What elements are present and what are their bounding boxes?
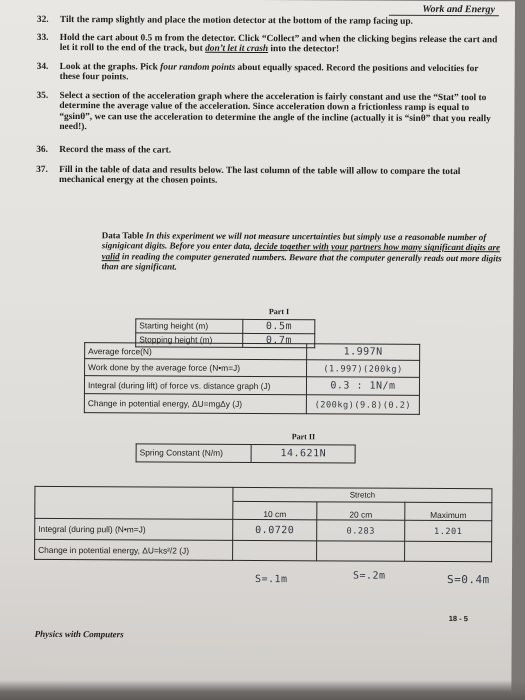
row-label: Integral (during lift) of force vs. distance graph (J)	[84, 376, 306, 395]
data-table-note: Data Table In this experiment we will not measure uncertainties but simply use a reasonable number of signigicant digits. Before you enter data, decide together with your partners how many significant digits are valid in reading the computer generated numbers. Beware that the computer generally reads out more digits than are significant.	[101, 230, 502, 272]
page-number: 18 - 5	[448, 614, 468, 624]
handwritten-value: 14.621N	[280, 447, 327, 459]
emphasis-text: four random points	[160, 62, 236, 73]
table-row	[35, 539, 492, 561]
step-text: Select a section of the acceleration graph where the acceleration is fairly constant and use the “Stat” tool to determine the average value of the acceleration. Since acceleration down a frictionless ramp is equal to “gsinθ”, we can use the acceleration to determine the angle of the incline (actually it is “sinθ” that you really need!).	[59, 90, 491, 133]
handwritten-note: S=.1m	[254, 573, 288, 586]
step-37	[36, 164, 499, 188]
stretch-heading: Stretch	[233, 487, 492, 502]
table-row	[136, 443, 355, 462]
row-label: Change in potential energy, ΔU=mgΔy (J)	[84, 394, 306, 414]
row-label: Average force(N)	[85, 343, 307, 360]
step-35	[36, 90, 499, 135]
handwritten-note: S=0.4m	[446, 573, 490, 587]
table-row	[84, 376, 419, 396]
table-row	[84, 394, 419, 415]
handwritten-value: (200kg)(9.8)(0.2)	[314, 399, 412, 411]
step-text: Hold the cart about 0.5 m from the detector. Click “Collect” and when the clicking begins release the cart and let it roll to the end of the track, but don’t let it crash into the detector!	[59, 32, 498, 55]
step-text: Record the mass of the cart.	[59, 144, 172, 156]
col-header-20cm: 20 cm	[317, 502, 405, 520]
step-number: 37.	[36, 164, 48, 175]
emphasis-text: don’t let it crash	[205, 44, 269, 55]
step-text: Look at the graphs. Pick four random points about equally spaced. Record the positions and velocities for these four points.	[59, 61, 479, 83]
part2-heading: Part II	[291, 432, 316, 442]
step-32	[36, 14, 500, 28]
row-label: Integral (during pull) (N•m=J)	[35, 518, 233, 540]
handwritten-value: 0.0720	[255, 524, 295, 536]
note-underlined: decide together with your partners how many significant digits are valid	[101, 241, 501, 262]
col-header-maximum: Maximum	[405, 502, 492, 520]
step-text: Tilt the ramp slightly and place the motion detector at the bottom of the ramp facing up.	[59, 14, 413, 27]
step-36	[36, 144, 499, 158]
row-label: Starting height (m)	[136, 318, 243, 333]
step-number: 33.	[36, 32, 49, 43]
background-shadow	[0, 680, 525, 700]
step-34	[36, 61, 500, 85]
handwritten-value: (1.997)(200kg)	[323, 363, 403, 375]
row-label: Spring Constant (N/m)	[136, 443, 251, 462]
empty-cell	[317, 541, 405, 561]
empty-cell	[233, 540, 317, 560]
part2-table	[136, 429, 356, 463]
step-number: 32.	[36, 14, 49, 25]
stretch-table	[34, 486, 492, 562]
col-header-10cm: 10 cm	[233, 501, 317, 519]
handwritten-note: S=.2m	[352, 570, 386, 582]
step-text: Fill in the table of data and results below. The last column of the table will allow to compare the total mechanical energy at the chosen points.	[59, 164, 461, 187]
empty-cell	[405, 541, 492, 561]
handwritten-value: 0.283	[346, 525, 375, 537]
table-row	[136, 318, 315, 333]
step-number: 34.	[36, 61, 49, 72]
step-number: 35.	[36, 90, 49, 101]
row-label: Stopping height (m)	[136, 332, 243, 347]
step-number: 36.	[36, 144, 48, 155]
handwritten-value: 1.201	[434, 526, 463, 537]
table-row	[85, 359, 420, 378]
handwritten-value: 0.7m	[265, 334, 292, 346]
handwritten-value: 1.997N	[343, 346, 383, 358]
row-label: Work done by the average force (N•m=J)	[85, 359, 307, 377]
handwritten-value: 0.3 : 1N/m	[330, 380, 396, 392]
part1-table	[135, 304, 315, 347]
table-row	[85, 343, 420, 361]
book-title: Physics with Computers	[34, 628, 124, 640]
results-table	[84, 342, 420, 415]
row-label: Change in potential energy, ΔU=ks²/2 (J)	[35, 539, 233, 560]
step-33	[36, 32, 500, 56]
part1-heading: Part I	[268, 307, 290, 317]
page-header: Work and Energy	[422, 3, 495, 16]
note-title: Data Table	[101, 230, 144, 241]
handwritten-value: 0.5m	[265, 320, 293, 332]
table-row	[35, 518, 492, 541]
